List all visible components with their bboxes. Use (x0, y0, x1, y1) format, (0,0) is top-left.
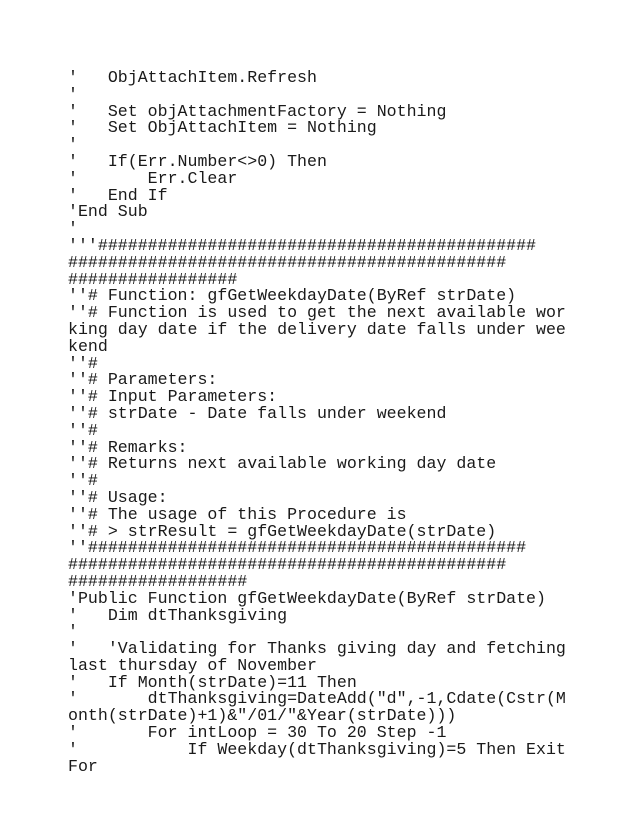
code-line: For (68, 756, 98, 776)
code-line: ' If Month(strDate)=11 Then (68, 672, 357, 692)
code-line: ' Set objAttachmentFactory = Nothing (68, 101, 447, 121)
code-line: ''# Parameters: (68, 370, 218, 390)
code-line: ''# The usage of this Procedure is (68, 504, 407, 524)
code-line: ''# Input Parameters: (68, 387, 278, 407)
code-line: 'End Sub (68, 202, 148, 222)
code-line: ''# Remarks: (68, 437, 188, 457)
code-line: ' (68, 84, 78, 104)
code-line: '''############################################ (68, 235, 537, 255)
code-document (68, 70, 572, 775)
code-line: ''# (68, 420, 98, 440)
code-line: ' If(Err.Number<>0) Then (68, 151, 327, 171)
code-line: ''# (68, 471, 98, 491)
code-line: ''# Usage: (68, 487, 168, 507)
code-line: kend (68, 336, 108, 356)
code-line: onth(strDate)+1)&"/01/"&Year(strDate))) (68, 706, 457, 726)
code-line: ' dtThanksgiving=DateAdd("d",-1,Cdate(Cstr(M (68, 689, 566, 709)
code-line: ' Err.Clear (68, 168, 238, 188)
code-line: ' (68, 622, 78, 642)
code-line: ''# Function is used to get the next available wor (68, 303, 566, 323)
code-line: ''# (68, 353, 98, 373)
code-line: ''# > strResult = gfGetWeekdayDate(strDate) (68, 521, 497, 541)
code-line: ' Set ObjAttachItem = Nothing (68, 118, 377, 138)
code-line: ' Dim dtThanksgiving (68, 605, 288, 625)
code-line: ' ObjAttachItem.Refresh (68, 68, 317, 87)
code-line: ' If Weekday(dtThanksgiving)=5 Then Exit (68, 739, 566, 759)
code-line: ''# Returns next available working day date (68, 454, 497, 474)
code-line: ''############################################ (68, 538, 527, 558)
code-line: last thursday of November (68, 655, 317, 675)
code-line: king day date if the delivery date falls under wee (68, 319, 566, 339)
code-line: ############################################ (68, 252, 507, 272)
code-line: ' (68, 219, 78, 239)
code-line: ############################################ (68, 555, 507, 575)
code-line: ' End If (68, 185, 168, 205)
code-line: ' For intLoop = 30 To 20 Step -1 (68, 723, 447, 743)
code-line: 'Public Function gfGetWeekdayDate(ByRef strDate) (68, 588, 546, 608)
code-line: ################## (68, 571, 248, 591)
code-line: ' 'Validating for Thanks giving day and fetching (68, 639, 566, 659)
code-line: ''# Function: gfGetWeekdayDate(ByRef strDate) (68, 286, 517, 306)
code-line: ' (68, 135, 78, 155)
code-line: ################# (68, 269, 238, 289)
code-line: ''# strDate - Date falls under weekend (68, 403, 447, 423)
